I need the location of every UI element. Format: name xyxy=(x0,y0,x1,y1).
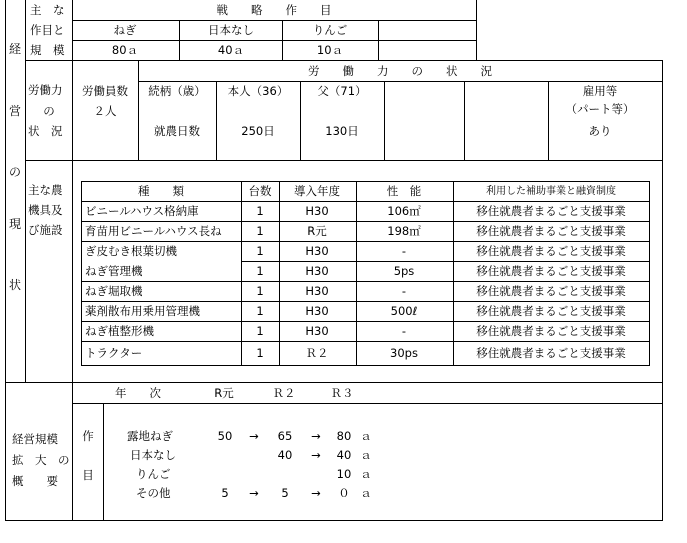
crop-col-label: 作 xyxy=(82,429,94,443)
machine-type: ねぎ植整形機 xyxy=(85,324,154,338)
rule xyxy=(279,181,280,366)
plan-value: 5 xyxy=(221,486,229,500)
machine-perf: 198㎡ xyxy=(387,224,421,238)
plan-value: 40 xyxy=(336,448,352,462)
machine-perf: 106㎡ xyxy=(387,204,421,218)
expansion-label-line: 概 要 xyxy=(12,474,58,488)
crop-area: 80ａ xyxy=(111,43,139,57)
rule xyxy=(300,81,301,160)
rule xyxy=(103,403,104,520)
plan-crop: 露地ねぎ xyxy=(127,429,173,443)
rule xyxy=(81,181,82,366)
labor-label-line: の xyxy=(43,104,55,118)
arrow-icon: → xyxy=(311,486,321,500)
labor-label-line: 状 況 xyxy=(28,124,63,138)
crop-col-label: 目 xyxy=(82,468,94,482)
crops-title: 戦 略 作 目 xyxy=(216,3,332,17)
rule xyxy=(81,241,650,242)
year-value: Ｒ３ xyxy=(330,386,354,400)
plan-value: 50 xyxy=(217,429,233,443)
rule xyxy=(464,81,465,160)
machine-year: Ｒ２ xyxy=(305,346,329,360)
plan-unit: ａ xyxy=(360,429,372,443)
expansion-label-line: 経営規模 xyxy=(12,432,58,446)
member-name: 本人（36） xyxy=(227,84,289,98)
rule xyxy=(453,181,454,366)
crop-name: ねぎ xyxy=(113,23,137,37)
member-days: 130日 xyxy=(325,124,359,138)
crops-label-line: 主 な xyxy=(30,3,65,17)
rule xyxy=(282,20,283,60)
machine-count: 1 xyxy=(256,244,264,258)
rule xyxy=(81,321,650,322)
arrow-icon: → xyxy=(249,486,259,500)
machine-subsidy: 移住就農者まるごと支援事業 xyxy=(476,346,626,360)
machine-year: H30 xyxy=(305,264,329,278)
machine-perf: 500ℓ xyxy=(390,304,418,318)
plan-value: 10 xyxy=(336,467,352,481)
plan-crop: その他 xyxy=(136,486,171,500)
machine-type: ビニールハウス格納庫 xyxy=(85,204,199,218)
machine-perf: - xyxy=(401,244,407,258)
section-label-char: 現 xyxy=(8,217,22,231)
crops-label-line: 規 模 xyxy=(30,43,65,57)
labor-count-value: ２人 xyxy=(93,104,117,118)
crop-area: 10ａ xyxy=(316,43,344,57)
labor-title: 労 働 力 の 状 況 xyxy=(308,64,492,78)
days-label: 就農日数 xyxy=(154,124,200,138)
machine-type: 育苗用ビニールハウス長ね xyxy=(85,224,222,238)
member-name: 父（71） xyxy=(317,84,367,98)
col-header-performance: 性 能 xyxy=(386,184,422,198)
machine-count: 1 xyxy=(256,224,264,238)
plan-value: 80 xyxy=(336,429,352,443)
rule xyxy=(216,81,217,160)
rule xyxy=(72,403,663,404)
machine-year: H30 xyxy=(305,204,329,218)
machinery-label-line: 機具及 xyxy=(28,203,63,217)
year-value: R元 xyxy=(214,386,234,400)
arrow-icon: → xyxy=(311,448,321,462)
machine-count: 1 xyxy=(256,304,264,318)
rule xyxy=(81,221,650,222)
plan-value: ０ xyxy=(338,486,350,500)
machine-year: H30 xyxy=(305,244,329,258)
rule xyxy=(72,20,477,21)
employment-label: 雇用等 xyxy=(582,84,618,98)
plan-unit: ａ xyxy=(360,448,372,462)
year-label: 年 次 xyxy=(115,386,161,400)
machine-subsidy: 移住就農者まるごと支援事業 xyxy=(476,244,626,258)
machine-count: 1 xyxy=(256,204,264,218)
machine-year: H30 xyxy=(305,284,329,298)
rule xyxy=(241,261,650,262)
plan-value: 5 xyxy=(281,486,289,500)
employment-label: （パート等） xyxy=(565,102,635,116)
section-label-char: 状 xyxy=(8,278,22,292)
plan-value: 40 xyxy=(277,448,293,462)
rule xyxy=(25,0,26,382)
rule xyxy=(179,20,180,60)
machine-subsidy: 移住就農者まるごと支援事業 xyxy=(476,224,626,238)
machine-type: ぎ皮むき根葉切機 xyxy=(85,244,177,258)
rule xyxy=(81,301,650,302)
col-header-count: 台数 xyxy=(248,184,272,198)
plan-crop: 日本なし xyxy=(130,448,176,462)
machine-subsidy: 移住就農者まるごと支援事業 xyxy=(476,264,626,278)
crop-name: 日本なし xyxy=(208,23,254,37)
crop-area: 40ａ xyxy=(217,43,245,57)
labor-label-line: 労働力 xyxy=(28,83,63,97)
section-label-char: 営 xyxy=(8,104,22,118)
col-header-year: 導入年度 xyxy=(294,184,340,198)
employment-value: あり xyxy=(588,124,612,138)
rule xyxy=(81,365,650,366)
rule xyxy=(72,60,73,160)
machine-subsidy: 移住就農者まるごと支援事業 xyxy=(476,284,626,298)
machine-perf: - xyxy=(401,284,407,298)
machinery-label-line: 主な農 xyxy=(28,183,63,197)
machine-type: ねぎ管理機 xyxy=(85,264,143,278)
machine-year: R元 xyxy=(307,224,327,238)
col-header-type: 種 類 xyxy=(138,184,184,198)
rule xyxy=(25,60,663,61)
machine-year: H30 xyxy=(305,324,329,338)
year-value: Ｒ２ xyxy=(272,386,296,400)
rule xyxy=(81,201,650,202)
machine-perf: 30ps xyxy=(390,346,418,360)
machine-type: トラクター xyxy=(85,346,143,360)
crops-label-line: 作目と xyxy=(30,23,65,37)
labor-count-label: 労働員数 xyxy=(82,84,128,98)
rule xyxy=(384,81,385,160)
arrow-icon: → xyxy=(311,429,321,443)
plan-crop: りんご xyxy=(136,467,171,481)
machine-perf: 5ps xyxy=(393,264,415,278)
rule xyxy=(5,0,6,520)
machine-subsidy: 移住就農者まるごと支援事業 xyxy=(476,204,626,218)
rule xyxy=(5,382,663,383)
rule xyxy=(356,181,357,366)
machine-count: 1 xyxy=(256,264,264,278)
rule xyxy=(649,181,650,366)
machinery-label-line: び施設 xyxy=(28,223,63,237)
machine-year: H30 xyxy=(305,304,329,318)
expansion-label-line: 拡 大 の xyxy=(12,453,70,467)
section-label-char: の xyxy=(8,165,22,179)
machine-perf: - xyxy=(401,324,407,338)
machine-type: 薬剤散布用乗用管理機 xyxy=(85,304,200,318)
machine-type: ねぎ堀取機 xyxy=(85,284,143,298)
machine-subsidy: 移住就農者まるごと支援事業 xyxy=(476,304,626,318)
plan-value: 65 xyxy=(277,429,293,443)
rule xyxy=(72,40,477,41)
machine-count: 1 xyxy=(256,346,264,360)
rule xyxy=(662,60,663,520)
col-header-subsidy: 利用した補助事業と融資制度 xyxy=(486,186,616,197)
rule xyxy=(476,0,477,60)
rule xyxy=(378,20,379,60)
rule xyxy=(81,181,650,182)
rule xyxy=(81,281,650,282)
machine-count: 1 xyxy=(256,284,264,298)
plan-unit: ａ xyxy=(360,467,372,481)
member-days: 250日 xyxy=(241,124,275,138)
rule xyxy=(81,341,650,342)
rule xyxy=(548,81,549,160)
rule xyxy=(138,60,139,160)
rule xyxy=(241,181,242,366)
machine-count: 1 xyxy=(256,324,264,338)
plan-unit: ａ xyxy=(360,486,372,500)
rule xyxy=(72,160,73,382)
machine-subsidy: 移住就農者まるごと支援事業 xyxy=(476,324,626,338)
arrow-icon: → xyxy=(249,429,259,443)
section-label-char: 経 xyxy=(8,42,22,56)
crop-name: りんご xyxy=(312,23,348,37)
relation-label: 続柄（歳） xyxy=(148,84,206,98)
rule xyxy=(25,160,663,161)
rule xyxy=(72,0,73,60)
rule xyxy=(5,520,663,521)
